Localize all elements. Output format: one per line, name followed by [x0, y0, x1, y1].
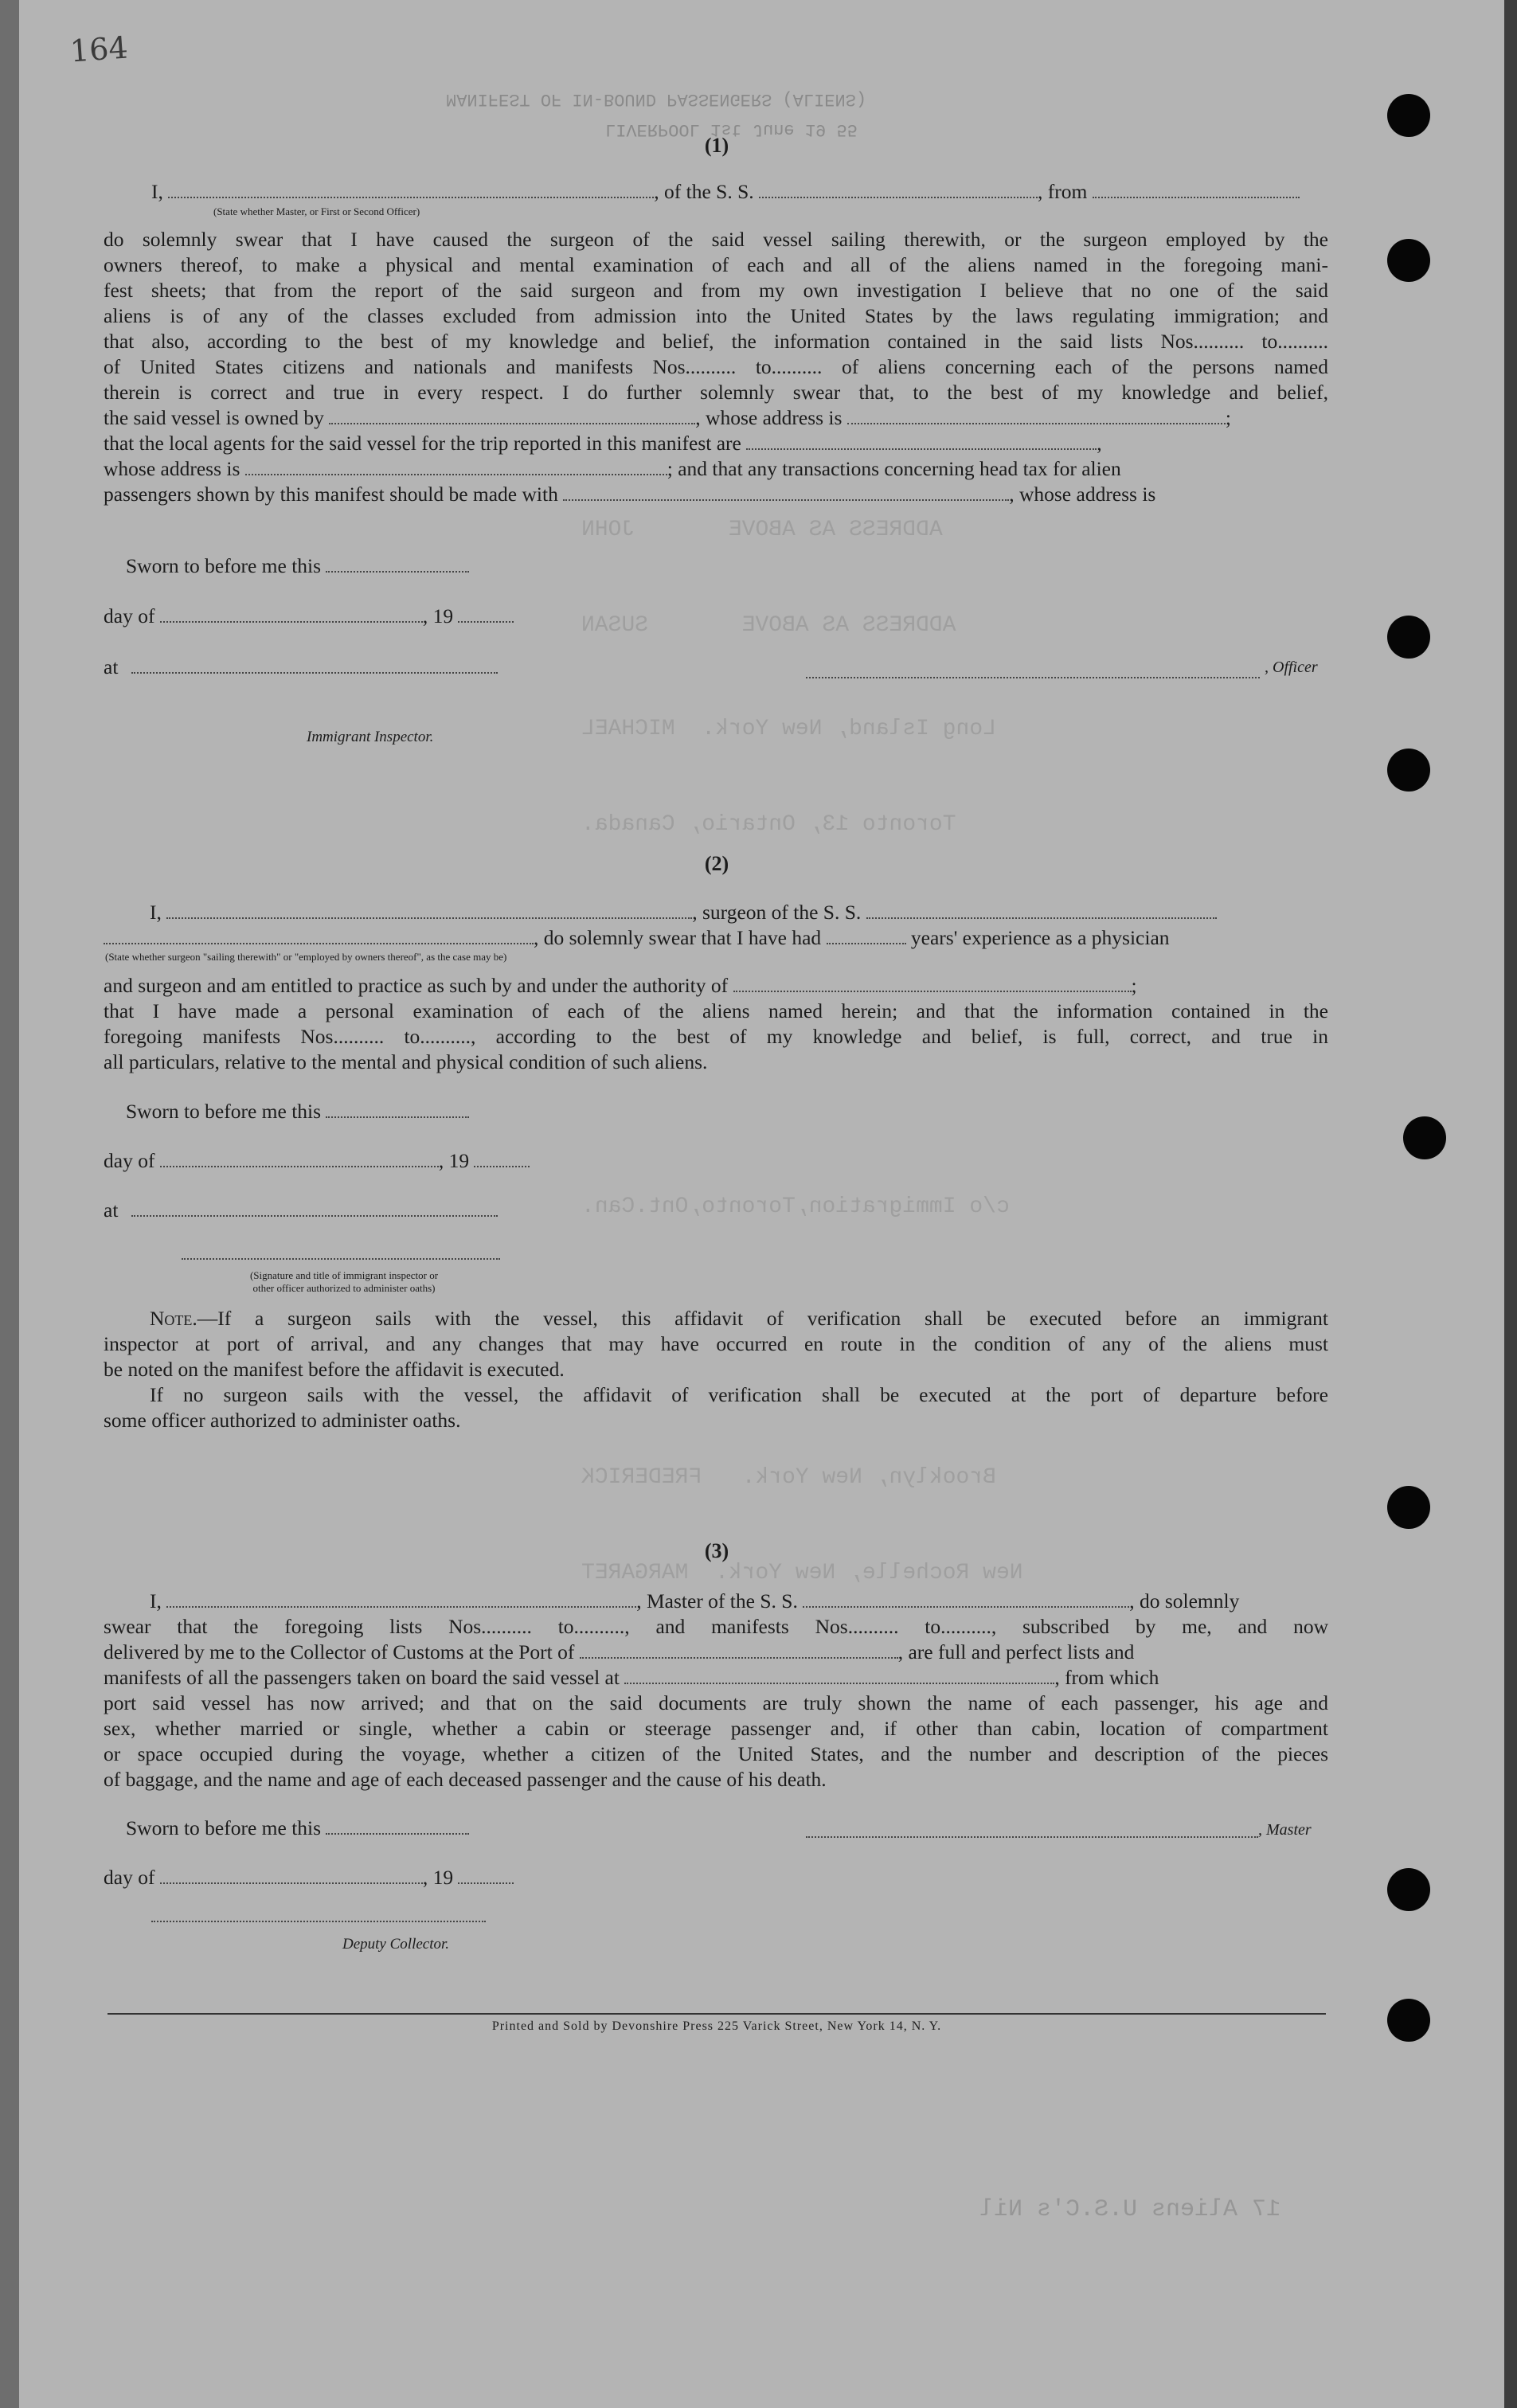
- punch-hole: [1387, 616, 1430, 659]
- day-of-label: day of: [104, 604, 155, 627]
- section-1-line: aliens is of any of the classes excluded from admission into the United States by the laws regulating immigration; and: [104, 304, 1328, 327]
- sworn-line: [126, 1099, 1351, 1124]
- whose-address-label: whose address is: [104, 457, 240, 480]
- rank-note: (State whether Master, or First or Second Officer): [213, 205, 420, 217]
- at-field[interactable]: [131, 655, 498, 674]
- punch-hole: [1387, 94, 1430, 137]
- note-line: inspector at port of arrival, and any changes that may have occurred en route in the condition of any of the aliens must: [104, 1332, 1328, 1355]
- day-of-line: [104, 604, 1328, 629]
- port-field[interactable]: [580, 1640, 898, 1659]
- at-field[interactable]: [131, 1198, 498, 1217]
- section-1-line: owners thereof, to make a physical and mental examination of each and all of the aliens named in the foregoing mani-: [104, 253, 1328, 276]
- section-2-line: all particulars, relative to the mental and physical condition of such aliens.: [104, 1050, 708, 1073]
- i-label: I,: [150, 1589, 162, 1612]
- sworn-label: Sworn to before me this: [126, 1816, 322, 1839]
- port-label: delivered by me to the Collector of Customs at the Port of: [104, 1640, 575, 1663]
- section-2-line: that I have made a personal examination of each of the aliens named herein; and that the information contained in the: [104, 999, 1328, 1022]
- footer-rule: [108, 2013, 1326, 2015]
- head-tax-contact-field[interactable]: [563, 482, 1009, 501]
- taken-on-board-line: [104, 1665, 1328, 1691]
- section-2-line: foregoing manifests Nos.......... to.........., according to the best of my knowledge and belief, is full, correct, and true in: [104, 1025, 1328, 1048]
- officer-signature-field[interactable]: [806, 675, 1260, 678]
- from-which-label: , from which: [1054, 1666, 1159, 1689]
- year-label: , 19: [438, 1149, 470, 1172]
- port-line: [104, 1640, 1328, 1665]
- day-of-line: [104, 1148, 1328, 1174]
- punch-hole: [1403, 1116, 1446, 1159]
- owner-field[interactable]: [329, 405, 695, 424]
- punch-hole: [1387, 239, 1430, 282]
- punch-hole: [1387, 1868, 1430, 1911]
- note-text: —If a surgeon sails with the vessel, this affidavit of verification shall be executed before an immigrant: [197, 1307, 1328, 1330]
- i-label: I,: [151, 180, 163, 203]
- section-3-line: of baggage, and the name and age of each deceased passenger and the cause of his death.: [104, 1768, 827, 1791]
- stamp-text: LIVERPOOL 1st June 19 55: [605, 119, 858, 139]
- punch-hole: [1387, 749, 1430, 792]
- agents-address-line: [104, 456, 1328, 482]
- owned-by-label: the said vessel is owned by: [104, 406, 324, 429]
- section-1-line: of United States citizens and nationals and manifests Nos.......... to.......... of aliens concerning each of the persons named: [104, 355, 1328, 378]
- boarding-port-field[interactable]: [624, 1665, 1054, 1684]
- owner-address-field[interactable]: [847, 405, 1226, 424]
- section-1-line: do solemnly swear that I have caused the surgeon of the said vessel sailing therewith, or the surgeon employed by the: [104, 228, 1328, 251]
- owned-by-line: the said vessel is owned by , whose address is ;: [104, 406, 1231, 429]
- sworn-label: Sworn to before me this: [126, 554, 322, 577]
- signature-note: other officer authorized to administer oaths): [252, 1282, 436, 1294]
- agents-address-field[interactable]: [245, 456, 667, 475]
- no-surgeon-line: some officer authorized to administer oaths.: [104, 1409, 461, 1432]
- at-line: [104, 1198, 1328, 1223]
- page-edge-right: [1504, 0, 1517, 2408]
- note-line: [104, 1306, 1328, 1331]
- surgeon-name-field[interactable]: [166, 900, 692, 919]
- punch-hole: [1387, 1486, 1430, 1529]
- do-solemnly-label: , do solemnly: [1129, 1589, 1240, 1612]
- section-1-line: that also, according to the best of my knowledge and belief, the information contained in the said lists Nos.......... to..........: [104, 330, 1328, 353]
- surgeon-of-label: , surgeon of the S. S.: [692, 901, 862, 924]
- swear-label: , do solemnly swear that I have had: [534, 926, 822, 949]
- master-name-field[interactable]: [166, 1589, 636, 1608]
- surgeon-vessel-field[interactable]: [866, 900, 1217, 919]
- no-surgeon-line: If no surgeon sails with the vessel, the affidavit of verification shall be executed at the port of departure before: [150, 1383, 1328, 1406]
- master-vessel-field[interactable]: [803, 1589, 1129, 1608]
- year-field[interactable]: [474, 1148, 530, 1167]
- signature-note: (Signature and title of immigrant inspector or: [249, 1269, 439, 1281]
- section-3-number: (3): [704, 1539, 729, 1562]
- section-1-header-line: [104, 179, 1328, 205]
- swear-line: [104, 925, 1328, 951]
- immigrant-inspector-label: Immigrant Inspector.: [307, 729, 434, 745]
- officer-label: , Officer: [1265, 659, 1318, 676]
- master-label: , Master: [1258, 1821, 1312, 1839]
- from-label: , from: [1038, 180, 1088, 203]
- master-of-label: , Master of the S. S.: [636, 1589, 798, 1612]
- authority-line: and surgeon and am entitled to practice as such by and under the authority of ;: [104, 974, 1137, 997]
- day-of-line: [104, 1865, 1328, 1890]
- year-label: , 19: [422, 1866, 454, 1889]
- local-agents-label: that the local agents for the said vessel for the trip reported in this manifest are: [104, 432, 741, 455]
- day-of-field[interactable]: [160, 1148, 439, 1167]
- taken-on-board-label: manifests of all the passengers taken on board the said vessel at: [104, 1666, 620, 1689]
- year-field[interactable]: [458, 1865, 514, 1884]
- printer-footer: Printed and Sold by Devonshire Press 225 Varick Street, New York 14, N. Y.: [491, 2019, 942, 2033]
- year-label: , 19: [422, 604, 454, 627]
- authority-label: and surgeon and am entitled to practice as such by and under the authority of: [104, 974, 729, 997]
- passengers-label: passengers shown by this manifest should be made with: [104, 483, 558, 506]
- stamp-text: MANIFEST OF IN-BOUND PASSENGERS (ALIENS): [446, 89, 867, 109]
- passengers-line: [104, 482, 1328, 507]
- from-port-field[interactable]: [1093, 179, 1300, 198]
- section-3-line: port said vessel has now arrived; and that on the said documents are truly shown the name of each passenger, his age and: [104, 1691, 1328, 1714]
- year-field[interactable]: [458, 604, 514, 623]
- vessel-name-field[interactable]: [759, 179, 1038, 198]
- sworn-date-field[interactable]: [326, 553, 469, 573]
- section-3-line: swear that the foregoing lists Nos.......... to.........., and manifests Nos.......... to.........., subscribed by me, and now: [104, 1615, 1328, 1638]
- i-label: I,: [150, 901, 162, 924]
- bottom-bleed-text: 17 Aliens U.S.C's Nil: [979, 2196, 1281, 2223]
- sworn-date-field[interactable]: [326, 1816, 469, 1835]
- sworn-line: [126, 553, 1351, 579]
- note-line: be noted on the manifest before the affidavit is executed.: [104, 1358, 565, 1381]
- rank-field[interactable]: [168, 179, 654, 198]
- section-1-number: (1): [704, 134, 729, 157]
- section-1-line: therein is correct and true in every respect. I do further solemnly swear that, to the best of my knowledge and belief,: [104, 381, 1328, 404]
- at-label: at: [104, 1198, 119, 1222]
- sworn-label: Sworn to before me this: [126, 1100, 322, 1123]
- of-the-ss-label: , of the S. S.: [654, 180, 754, 203]
- section-2-number: (2): [704, 852, 729, 875]
- manifest-page: 164 MANIFEST OF IN-BOUND PASSENGERS (ALIENS) LIVERPOOL 1st June 19 55 ADDRESS AS ABOVE JOHN ADDRESS AS ABOVE SUSAN Long Island, New York. MICHAEL Toronto 13, Ontario, Canada. c/o Immigration,Toronto,Ont.Can. Brooklyn, New York. FREDERICK New Rochelle, New York. MARGARET (1) I, , of the S. S. , from (State whether Master, or First or Second Officer) do solemnly swear that I have caused the surgeon of the said vessel sailing therewith, or the surgeon employed by the owners thereof, to make a physical and mental examination of each and all of the aliens named in the foregoing mani- fest sheets; that from the report of the said surgeon and from my own investigation I believe that no one of the said aliens is of any of the classes excluded from admission into the United States by the laws regulating immigration; and that also, according to the best of my knowledge and belief, the information contained in the said lists Nos.......... to.......... of United States citizens and nationals and manifests Nos.......... to.......... of aliens concerning each of the persons named therein is correct and true in every respect. I do further solemnly swear that, to the best of my knowledge and belief, the said vessel is owned by , whose address is ; that the local agents for the said vessel for the trip reported in this manifest are , whose address is ; and that any transactions concerning head tax for alien passengers shown by this manifest should be made with , whose address is Sworn to before me this day of , 19 at , Officer Immigrant Inspector. (2) I, , surgeon of the S. S. , do solemnly swear that I have had years' experience as a physician (State whether surgeon "sailing therewith" or "employed by owners thereof", as the case may be) and surgeon and am entitled to practice as such by and under the authority of ; that I have made a personal examination of each of the aliens named herein; and that the information contained in the foregoing manifests Nos.......... to.........., according to the best of my knowledge and belief, is full, correct, and true in all particulars, relative to the mental and physical condition of such aliens. Sworn to before me this day of , 19 at (Signature and title of immigrant inspector or other officer authorized to administer oaths) Note.—If a surgeon sails with the vessel, this affidavit of verification shall be executed before an immigrant inspector at port of arrival, and any changes that may have occurred en route in the condition of any of the aliens must be noted on the manifest before the affidavit is executed. If no surgeon sails with the vessel, the affidavit of verification shall be executed at the port of departure before some officer authorized to administer oaths. (3) I, , Master of the S. S. , do solemnly swear that the foregoing lists Nos.......... to.........., and manifests Nos.......... to.........., subscribed by me, and now delivered by me to the Collector of Customs at the Port of , are full and perfect lists and manifests of all the passengers taken on board the said vessel at , from which port said vessel has now arrived; and that on the said documents are truly shown the name of each passenger, his age and sex, whether married or single, whether a cabin or steerage passenger and, if other than cabin, location of compartment or space occupied during the voyage, whether a citizen of the United States, and the number and description of the pieces of baggage, and the name and age of each deceased passenger and the cause of his death. Sworn to before me this , Master day of , 19 Deputy Collector. Printed and Sold by Devonshire Press 225 Varick Street, New York 14, N. Y. 17 Aliens U.S.C's Nil: [0, 0, 1517, 2408]
- years-field[interactable]: [827, 925, 906, 944]
- day-of-label: day of: [104, 1866, 155, 1889]
- full-perfect-label: , are full and perfect lists and: [897, 1640, 1135, 1663]
- inspector-signature-field[interactable]: [182, 1257, 500, 1260]
- note-label: Note.: [150, 1307, 197, 1330]
- section-3-line: or space occupied during the voyage, whether a citizen of the United States, and the number and description of the pieces: [104, 1742, 1328, 1765]
- local-agents-field[interactable]: [746, 431, 1097, 450]
- master-signature-field[interactable]: [806, 1835, 1258, 1838]
- head-tax-label: ; and that any transactions concerning head tax for alien: [667, 457, 1121, 480]
- local-agents-line: that the local agents for the said vessel for the trip reported in this manifest are ,: [104, 432, 1102, 455]
- day-of-label: day of: [104, 1149, 155, 1172]
- at-label: at: [104, 655, 119, 678]
- authority-field[interactable]: [733, 973, 1132, 992]
- section-3-line: sex, whether married or single, whether a cabin or steerage passenger and, if other than cabin, location of compartment: [104, 1717, 1328, 1740]
- sworn-date-field[interactable]: [326, 1099, 469, 1118]
- deputy-collector-label: Deputy Collector.: [342, 1936, 450, 1953]
- surgeon-status-note: (State whether surgeon "sailing therewith" or "employed by owners thereof", as the case may be): [105, 951, 507, 963]
- deputy-collector-signature-field[interactable]: [151, 1919, 486, 1922]
- day-of-field[interactable]: [160, 604, 423, 623]
- surgeon-status-field[interactable]: [104, 925, 534, 944]
- whose-address-label: , whose address is: [695, 406, 843, 429]
- years-label: years' experience as a physician: [910, 926, 1170, 949]
- whose-address-label: , whose address is: [1009, 483, 1156, 506]
- handwritten-page-number: 164: [68, 29, 129, 69]
- section-1-line: fest sheets; that from the report of the said surgeon and from my own investigation I believe that no one of the said: [104, 279, 1328, 302]
- surgeon-line: [150, 900, 1374, 925]
- master-line: [150, 1589, 1374, 1614]
- page-edge-left: [0, 0, 19, 2408]
- day-of-field[interactable]: [160, 1865, 423, 1884]
